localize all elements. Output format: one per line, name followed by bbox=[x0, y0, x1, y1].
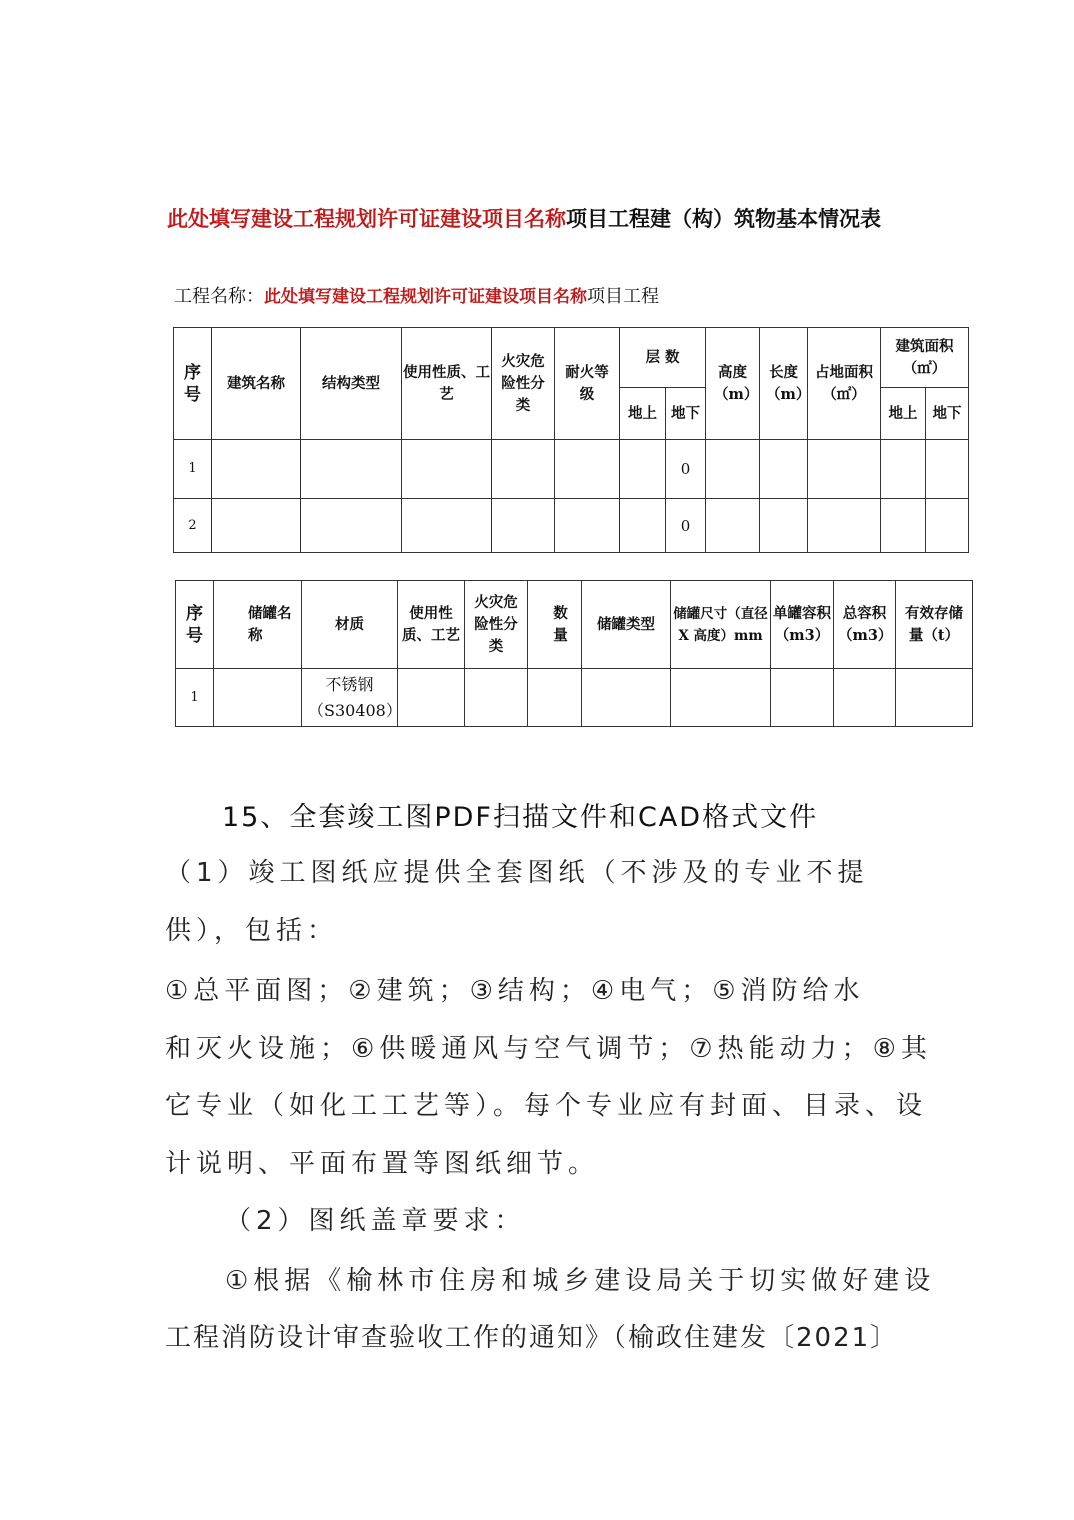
row-seq: 1 bbox=[176, 669, 214, 727]
header-tank-size: 储罐尺寸（直径 X 高度）mm bbox=[671, 581, 771, 669]
title-placeholder: 此处填写建设工程规划许可证建设项目名称 bbox=[167, 206, 566, 231]
tank-table bbox=[175, 580, 973, 727]
header-storage: 有效存储量（t） bbox=[896, 581, 973, 669]
project-suffix: 项目工程 bbox=[587, 286, 659, 307]
header-single-volume: 单罐容积（m3） bbox=[771, 581, 834, 669]
header-structure: 结构类型 bbox=[301, 328, 402, 440]
row-seq: 1 bbox=[174, 440, 212, 499]
header-floors: 层 数 bbox=[620, 328, 706, 388]
header-building-name: 建筑名称 bbox=[212, 328, 301, 440]
paragraph-line: ①总平面图；②建筑；③结构；④电气；⑤消防给水 bbox=[165, 976, 865, 1006]
row-floors-below: 0 bbox=[666, 499, 706, 553]
header-length: 长度（m） bbox=[760, 328, 808, 440]
building-table bbox=[173, 327, 969, 553]
header-quantity: 数量 bbox=[528, 581, 582, 669]
row-material: 不锈钢（S30408） bbox=[302, 669, 398, 727]
header-tank-type: 储罐类型 bbox=[582, 581, 671, 669]
paragraph-line: 供），包括： bbox=[165, 916, 339, 946]
paragraph-line: （2）图纸盖章要求： bbox=[225, 1206, 526, 1236]
paragraph-line: ①根据《榆林市住房和城乡建设局关于切实做好建设 bbox=[225, 1266, 936, 1296]
header-fire-class: 火灾危险性分类 bbox=[492, 328, 555, 440]
document-title bbox=[167, 203, 927, 233]
paragraph-line: 计说明、平面布置等图纸细节。 bbox=[165, 1149, 600, 1179]
header-footprint: 占地面积（㎡） bbox=[808, 328, 881, 440]
paragraph-line: 它专业（如化工工艺等）。每个专业应有封面、目录、设 bbox=[165, 1091, 928, 1121]
paragraph-line: 工程消防设计审查验收工作的通知》（榆政住建发〔2021〕 bbox=[165, 1323, 899, 1353]
project-name-line bbox=[174, 282, 659, 308]
header-area-above: 地上 bbox=[881, 388, 926, 440]
row-floors-below: 0 bbox=[666, 440, 706, 499]
header-seq: 序号 bbox=[176, 581, 214, 669]
header-area-below: 地下 bbox=[926, 388, 969, 440]
header-fire-class: 火灾危险性分类 bbox=[465, 581, 528, 669]
header-floors-below: 地下 bbox=[666, 388, 706, 440]
project-label: 工程名称： bbox=[174, 286, 264, 307]
header-use: 使用性质、工艺 bbox=[398, 581, 465, 669]
header-fire-rating: 耐火等级 bbox=[555, 328, 620, 440]
header-tank-name: 储罐名称 bbox=[214, 581, 302, 669]
header-seq: 序号 bbox=[174, 328, 212, 440]
section-heading: 15、全套竣工图PDF扫描文件和CAD格式文件 bbox=[222, 802, 819, 833]
table-row bbox=[174, 499, 969, 553]
header-floors-above: 地上 bbox=[620, 388, 666, 440]
table-row bbox=[176, 669, 973, 727]
header-area: 建筑面积（㎡） bbox=[881, 328, 969, 388]
header-use: 使用性质、工艺 bbox=[402, 328, 492, 440]
table-row bbox=[174, 440, 969, 499]
header-height: 高度（m） bbox=[706, 328, 760, 440]
row-seq: 2 bbox=[174, 499, 212, 553]
title-text: 项目工程建（构）筑物基本情况表 bbox=[566, 206, 881, 231]
project-placeholder: 此处填写建设工程规划许可证建设项目名称 bbox=[264, 287, 587, 307]
paragraph-line: 和灭火设施；⑥供暖通风与空气调节；⑦热能动力；⑧其 bbox=[165, 1034, 932, 1064]
header-total-volume: 总容积（m3） bbox=[834, 581, 896, 669]
header-material: 材质 bbox=[302, 581, 398, 669]
paragraph-line: （1）竣工图纸应提供全套图纸（不涉及的专业不提 bbox=[165, 858, 869, 888]
